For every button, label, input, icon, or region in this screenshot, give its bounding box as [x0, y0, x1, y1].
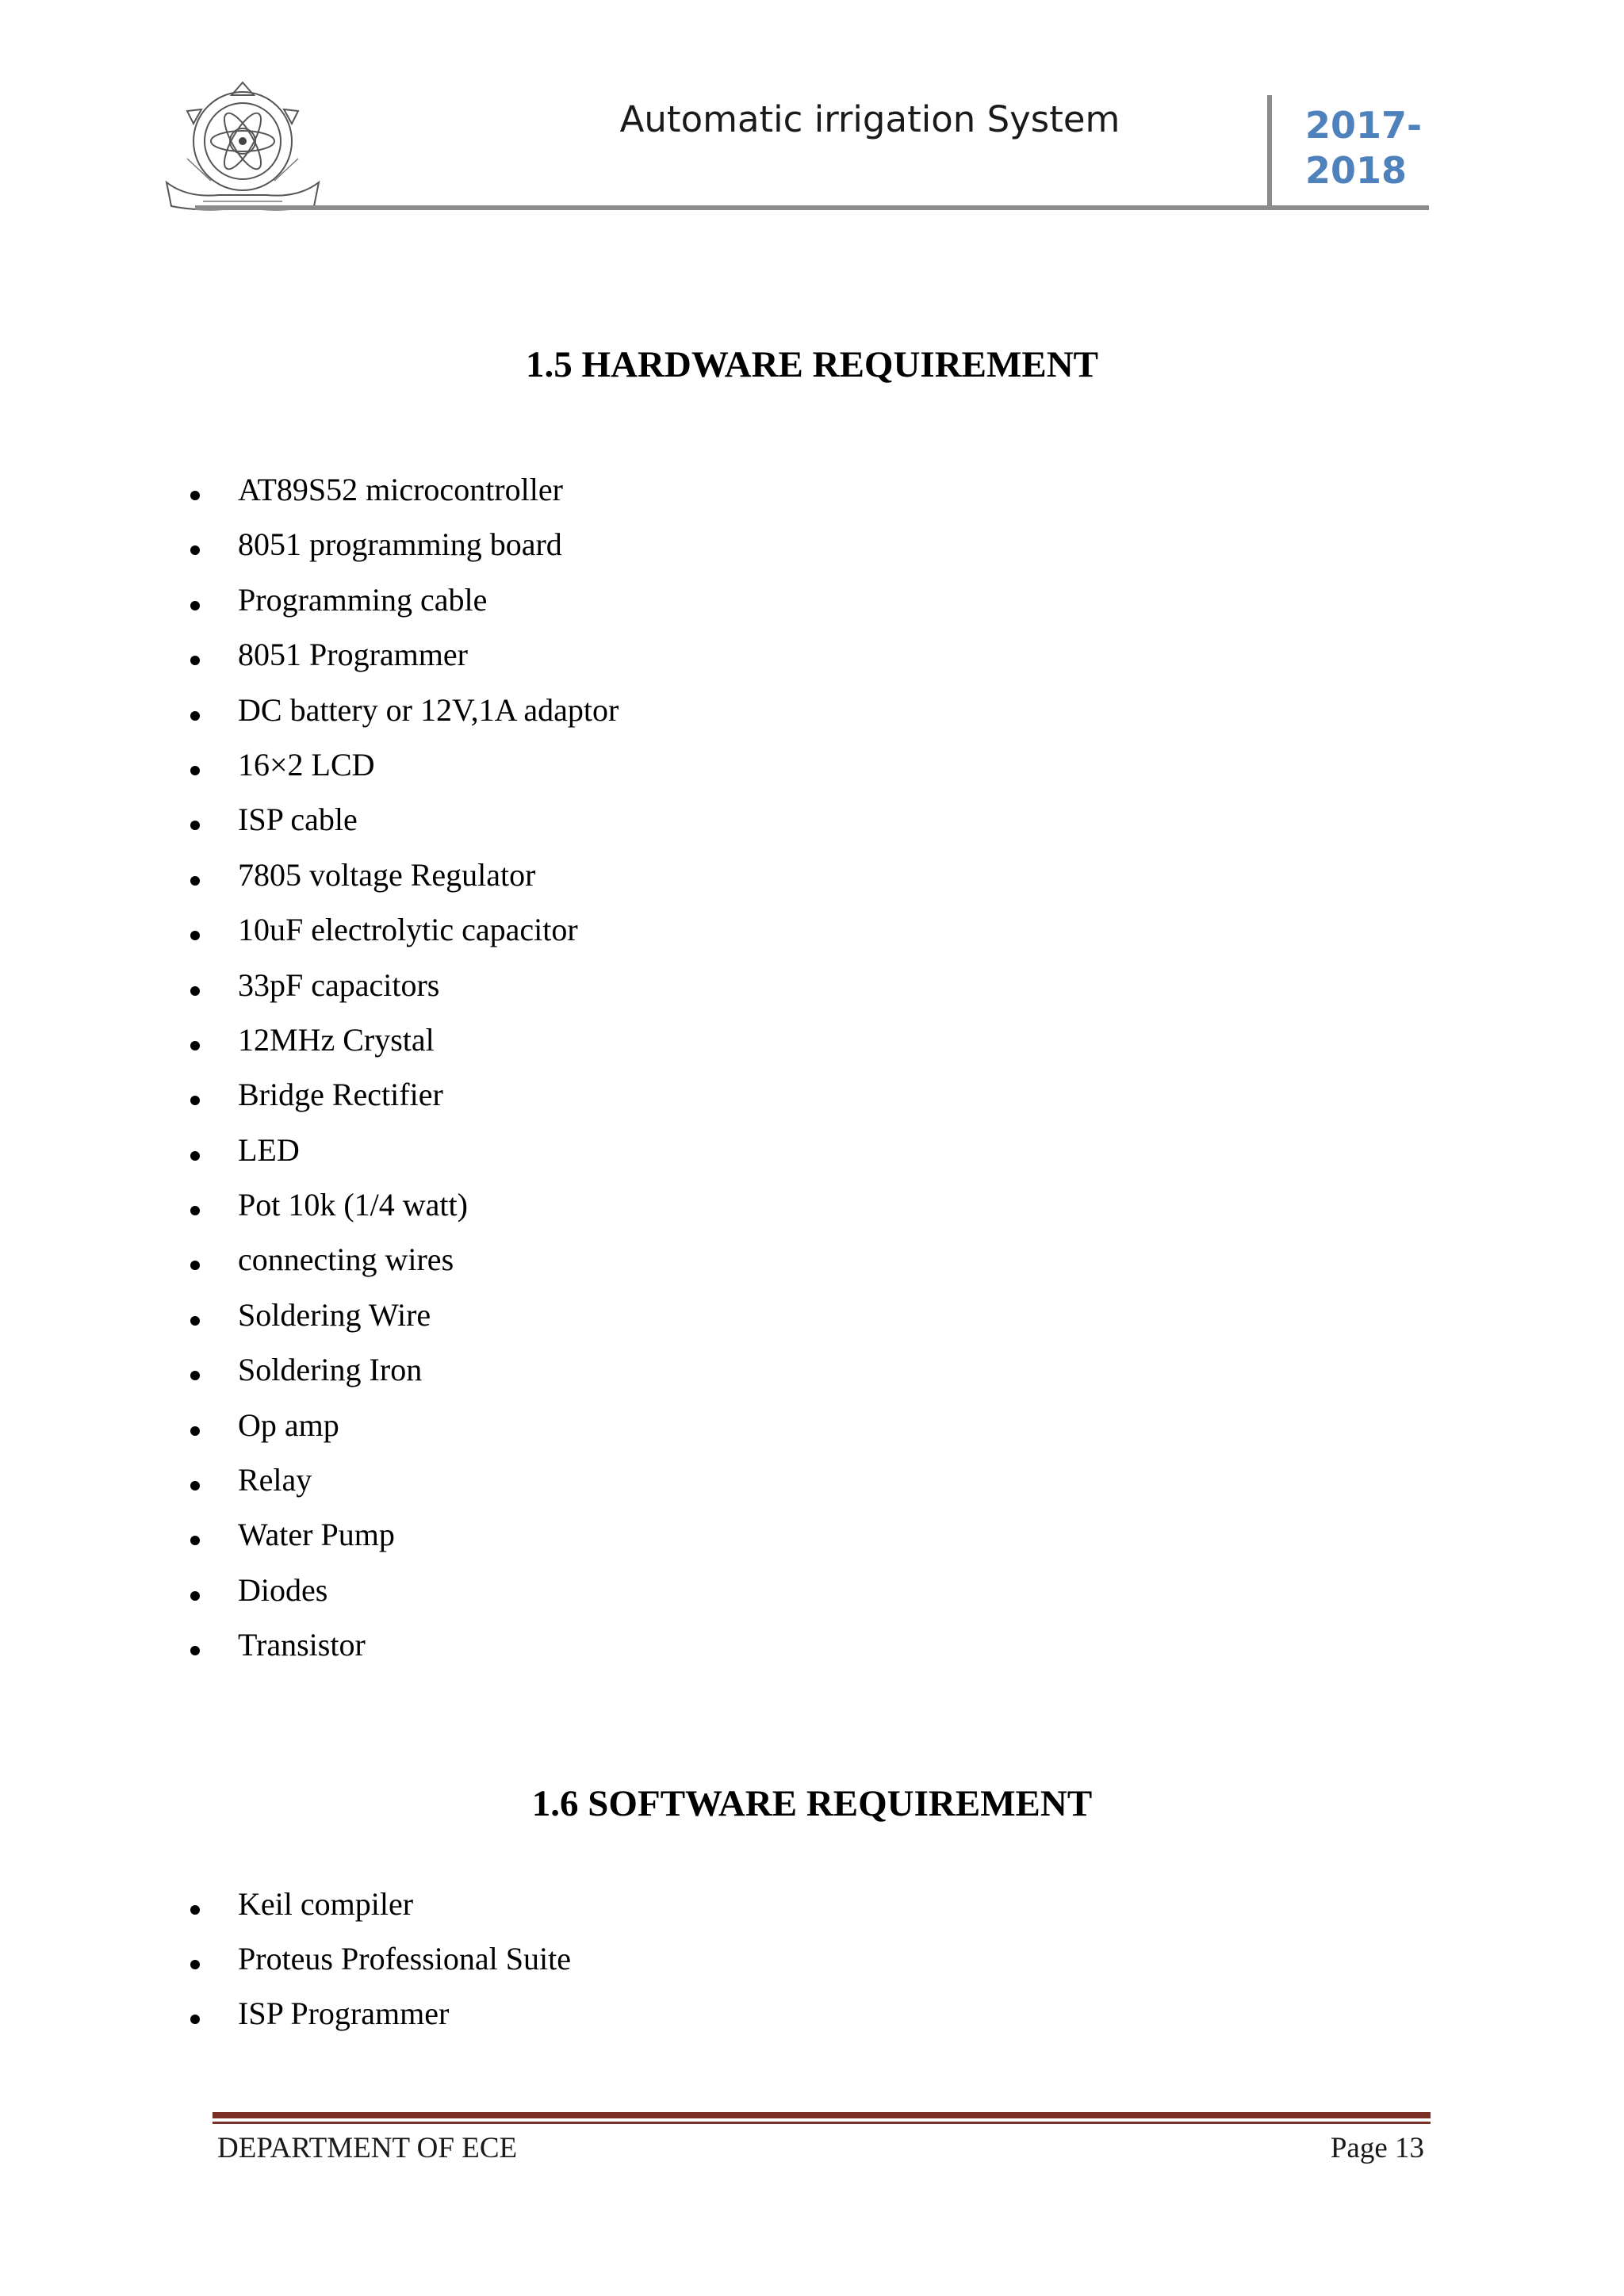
bullet-icon — [190, 1041, 200, 1050]
header-rule — [195, 205, 1429, 210]
software-requirement-heading: 1.6 SOFTWARE REQUIREMENT — [531, 1783, 1093, 1824]
bullet-icon — [190, 1261, 200, 1270]
bullet-icon — [190, 491, 200, 500]
footer-department: DEPARTMENT OF ECE — [217, 2132, 518, 2164]
list-item: 8051 programming board — [0, 521, 1624, 576]
bullet-icon — [190, 545, 200, 555]
list-item: Soldering Iron — [0, 1346, 1624, 1401]
list-item: Transistor — [0, 1621, 1624, 1676]
bullet-icon — [190, 876, 200, 886]
list-item: connecting wires — [0, 1236, 1624, 1291]
list-item: Op amp — [0, 1402, 1624, 1456]
bullet-icon — [190, 1646, 200, 1655]
list-item: Soldering Wire — [0, 1292, 1624, 1346]
list-item: Programming cable — [0, 576, 1624, 631]
bullet-icon — [190, 1536, 200, 1545]
header-academic-year — [1305, 103, 1464, 193]
list-item: LED — [0, 1127, 1624, 1181]
list-item: Proteus Professional Suite — [0, 1935, 1624, 1990]
list-item: 10uF electrolytic capacitor — [0, 906, 1624, 961]
list-item: ISP cable — [0, 796, 1624, 851]
bullet-icon — [190, 1426, 200, 1436]
list-item: Bridge Rectifier — [0, 1071, 1624, 1126]
list-item: 33pF capacitors — [0, 962, 1624, 1016]
header-year-end: 2018 — [1305, 149, 1408, 192]
hardware-requirement-heading: 1.5 HARDWARE REQUIREMENT — [525, 344, 1099, 385]
bullet-icon — [190, 1206, 200, 1215]
bullet-icon — [190, 986, 200, 996]
list-item: ISP Programmer — [0, 1990, 1624, 2045]
list-item: AT89S52 microcontroller — [0, 466, 1624, 521]
list-item: DC battery or 12V,1A adaptor — [0, 687, 1624, 741]
list-item: 8051 Programmer — [0, 631, 1624, 686]
bullet-icon — [190, 766, 200, 775]
list-item: Diodes — [0, 1567, 1624, 1621]
bullet-icon — [190, 1151, 200, 1161]
bullet-icon — [190, 1960, 200, 1969]
bullet-icon — [190, 656, 200, 665]
list-item: 7805 voltage Regulator — [0, 851, 1624, 906]
bullet-icon — [190, 711, 200, 721]
footer-rule-thin — [213, 2122, 1431, 2124]
footer-rule-thick — [213, 2112, 1431, 2118]
bullet-icon — [190, 931, 200, 940]
document-header-title: Automatic irrigation System — [619, 98, 1120, 140]
software-requirement-list — [0, 1881, 1624, 2045]
bullet-icon — [190, 1591, 200, 1601]
header-year-start: 2017- — [1305, 104, 1423, 147]
bullet-icon — [190, 1371, 200, 1380]
bullet-icon — [190, 601, 200, 610]
list-item: Keil compiler — [0, 1881, 1624, 1935]
hardware-requirement-list — [0, 466, 1624, 1677]
header-vertical-divider — [1267, 95, 1272, 206]
list-item: Pot 10k (1/4 watt) — [0, 1181, 1624, 1236]
list-item: Relay — [0, 1456, 1624, 1511]
list-item: Water Pump — [0, 1511, 1624, 1566]
bullet-icon — [190, 1316, 200, 1326]
bullet-icon — [190, 1481, 200, 1490]
list-item: 12MHz Crystal — [0, 1016, 1624, 1071]
list-item: 16×2 LCD — [0, 741, 1624, 796]
bullet-icon — [190, 2015, 200, 2024]
bullet-icon — [190, 1905, 200, 1915]
footer-page-number: Page 13 — [1330, 2132, 1424, 2164]
bullet-icon — [190, 1096, 200, 1105]
bullet-icon — [190, 821, 200, 830]
